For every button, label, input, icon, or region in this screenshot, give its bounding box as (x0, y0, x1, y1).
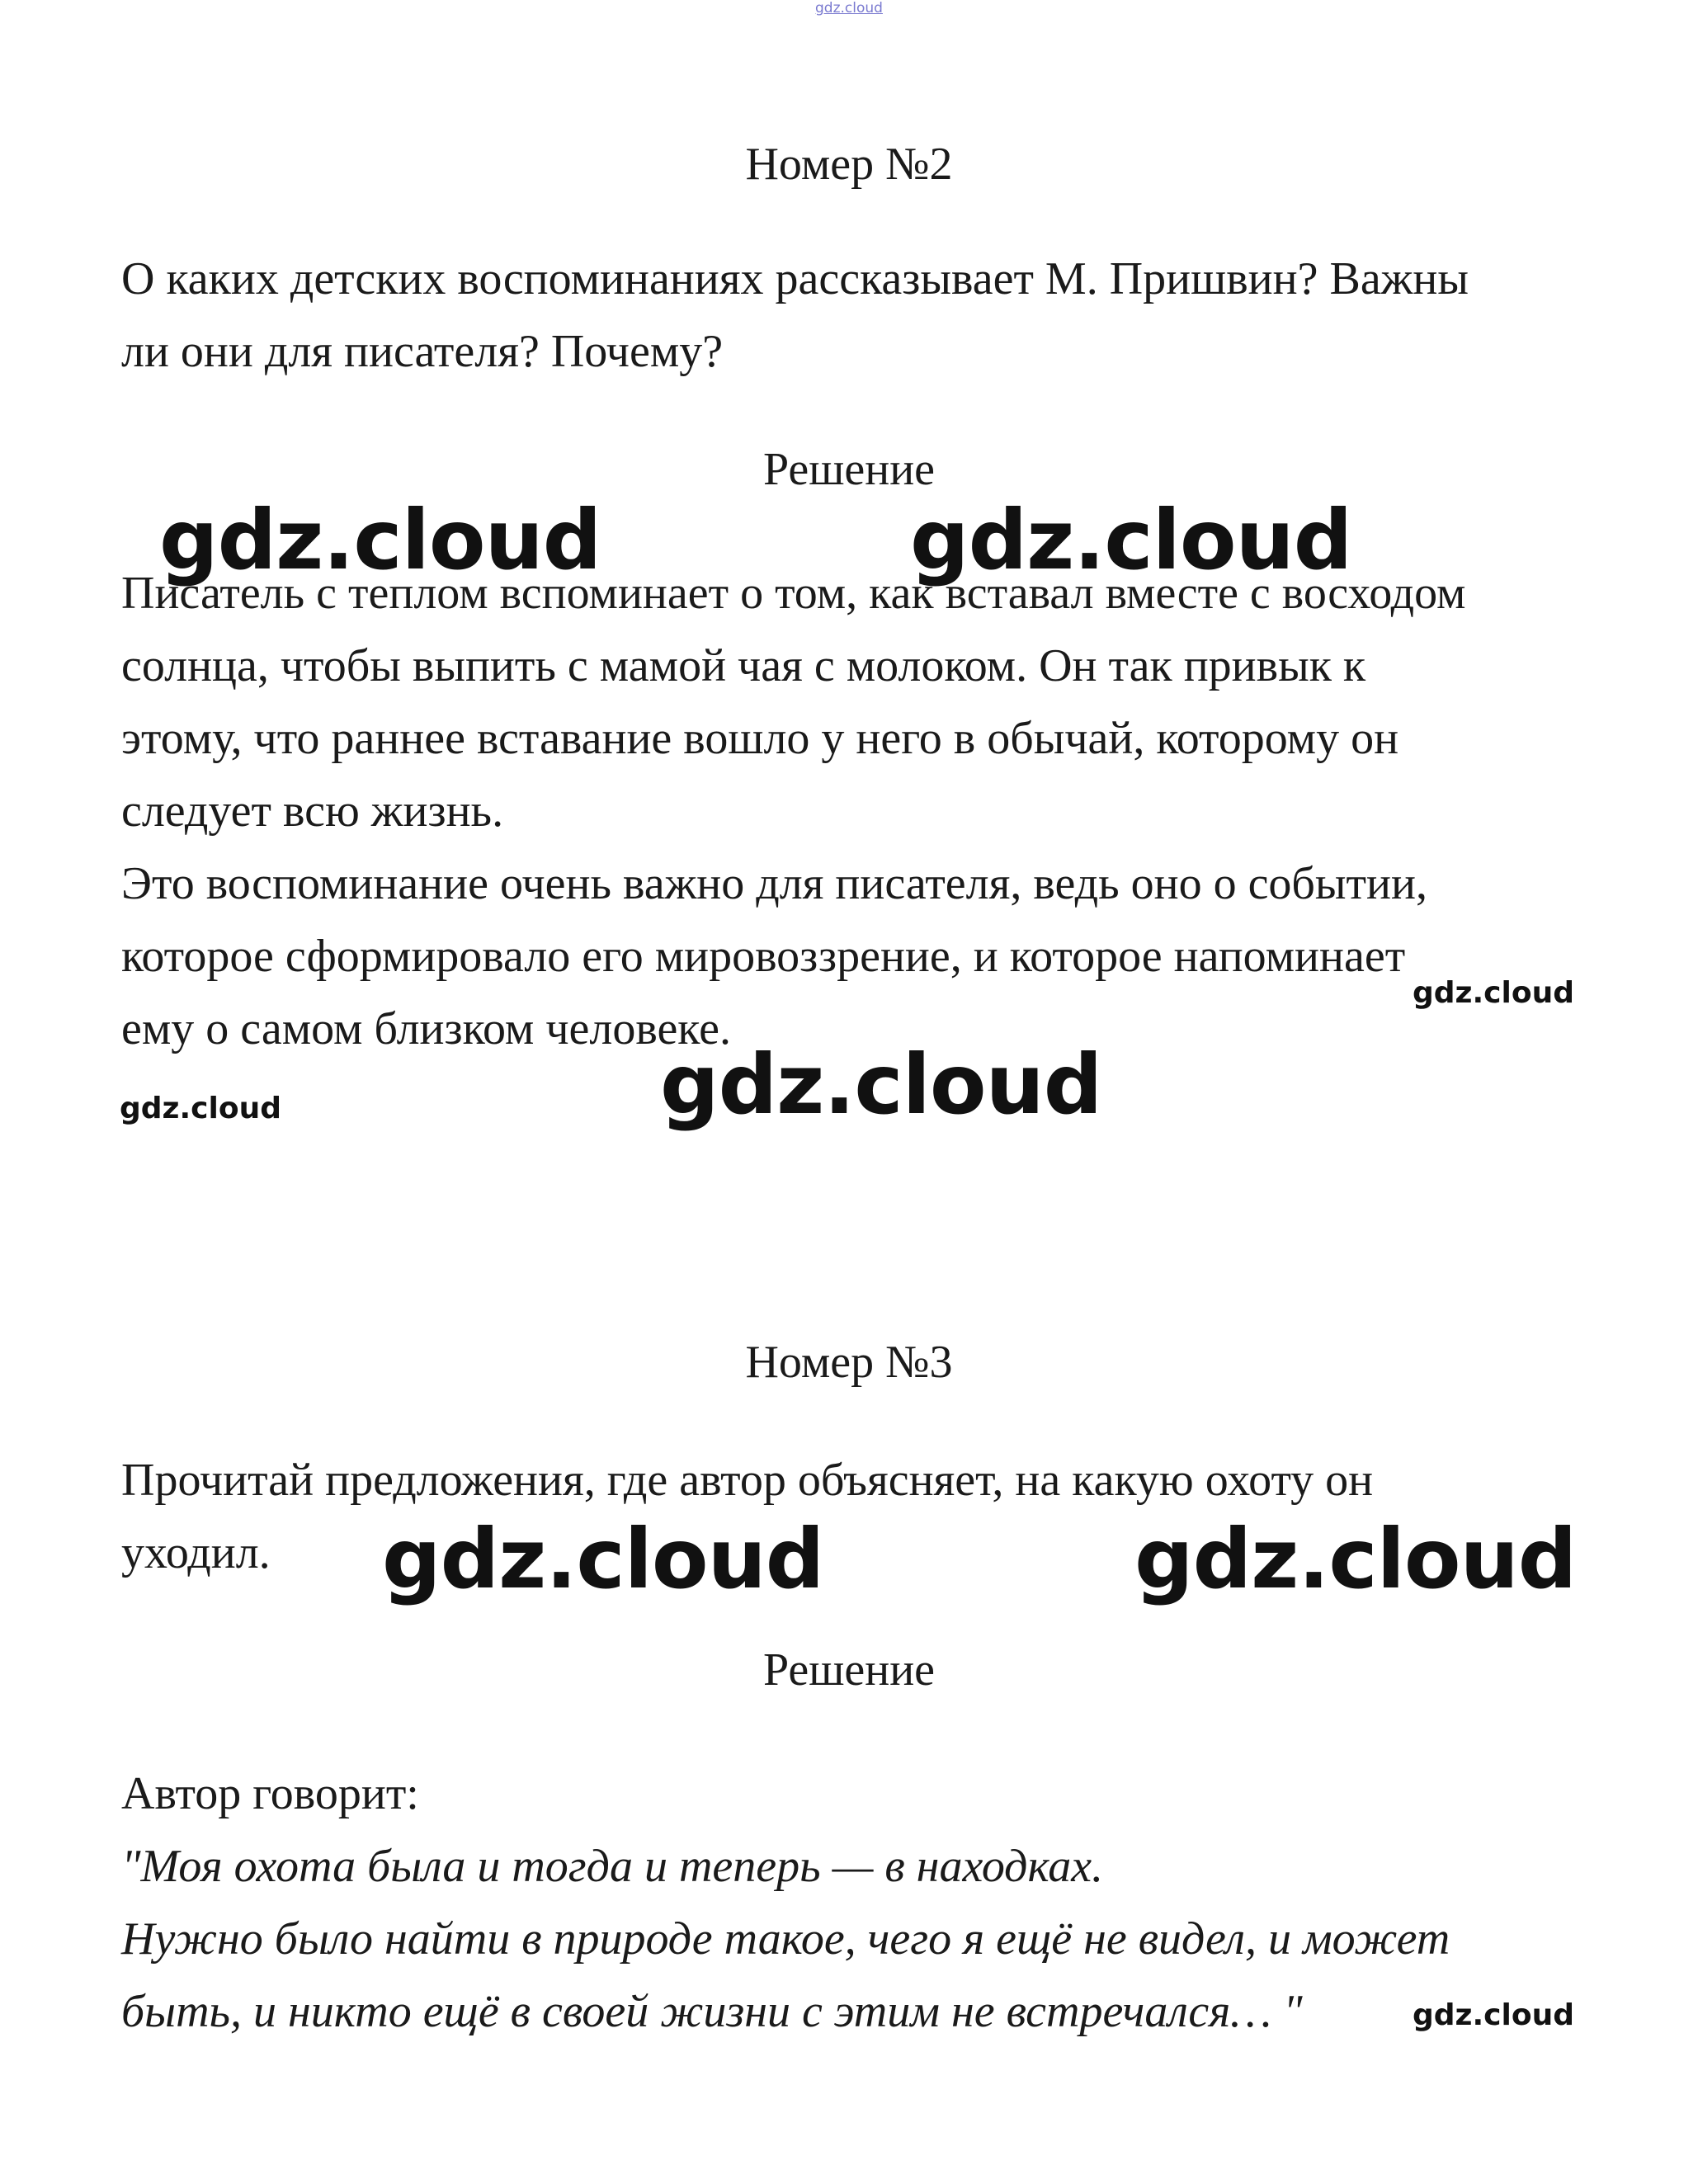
task3-quote-line: "Моя охота была и тогда и теперь — в находках. (121, 1841, 1104, 1892)
task3-answer-intro: Автор говорит: (121, 1768, 419, 1819)
task2-answer-line: Это воспоминание очень важно для писателя, ведь оно о событии, (121, 858, 1427, 909)
task2-heading: Номер №2 (745, 139, 953, 190)
task3-heading: Номер №3 (745, 1337, 953, 1388)
task2-answer-line: этому, что раннее вставание вошло у него в обычай, которому он (121, 713, 1399, 764)
task2-answer (121, 557, 1573, 1065)
watermark-large: gdz.cloud (1134, 1511, 1577, 1607)
top-watermark-link[interactable]: gdz.cloud (815, 0, 883, 17)
task3-question-line: уходил. (121, 1527, 271, 1578)
task2-answer-line: которое сформировало его мировоззрение, и которое напоминает (121, 931, 1406, 982)
task3-quote-line: быть, и никто ещё в своей жизни с этим не встречался… " (121, 1986, 1303, 2037)
task2-question (121, 243, 1573, 388)
watermark-small: gdz.cloud (1413, 976, 1574, 1010)
task2-solution-label: Решение (762, 444, 936, 495)
task3-answer (121, 1757, 1573, 2048)
watermark-large: gdz.cloud (910, 492, 1352, 588)
task3-quote-line: Нужно было найти в природе такое, чего я ещё не видел, и может (121, 1913, 1450, 1965)
task2-answer-line: следует всю жизнь. (121, 785, 504, 837)
task2-question-line: О каких детских воспоминаниях рассказывает М. Пришвин? Важны (121, 253, 1469, 304)
watermark-small: gdz.cloud (120, 1092, 281, 1125)
task3-solution-label: Решение (762, 1644, 936, 1696)
task2-answer-line: солнца, чтобы выпить с мамой чая с молоком. Он так привык к (121, 640, 1366, 691)
watermark-small: gdz.cloud (1413, 1998, 1574, 2032)
task2-answer-line: ему о самом близком человеке. (121, 1003, 731, 1054)
watermark-large: gdz.cloud (159, 492, 601, 588)
watermark-large: gdz.cloud (382, 1511, 824, 1607)
task3-question-line: Прочитай предложения, где автор объясняет, на какую охоту он (121, 1455, 1374, 1506)
task2-answer-line: Писатель с теплом вспоминает о том, как вставал вместе с восходом (121, 568, 1466, 619)
watermark-large: gdz.cloud (660, 1036, 1102, 1133)
task2-question-line: ли они для писателя? Почему? (121, 326, 724, 377)
